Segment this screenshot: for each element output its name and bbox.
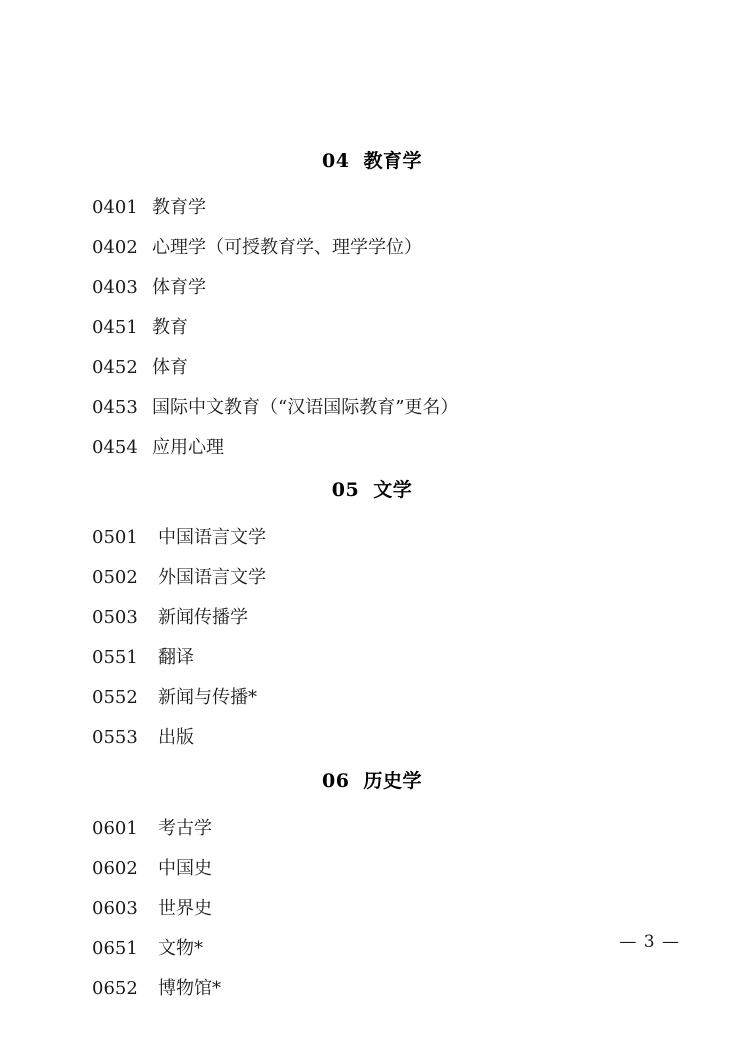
list-item: [0, 193, 744, 219]
section-title: 文学: [373, 479, 413, 501]
entry-code: 0601: [92, 818, 138, 839]
entry-name: 世界史: [158, 898, 212, 919]
discipline-section-06: [0, 766, 744, 1000]
entry-name: 出版: [158, 727, 194, 748]
entry-list: [0, 193, 744, 459]
entry-name: 国际中文教育（“汉语国际教育”更名）: [152, 397, 459, 418]
section-code: 04: [322, 150, 350, 172]
section-heading: [0, 475, 744, 502]
entry-name: 外国语言文学: [158, 567, 266, 588]
entry-name: 新闻与传播*: [158, 687, 257, 708]
entry-list: [0, 814, 744, 1000]
page-number: — 3 —: [619, 932, 680, 952]
entry-name: 翻译: [158, 647, 194, 668]
list-item: [0, 723, 744, 749]
list-item: [0, 433, 744, 459]
entry-name: 中国语言文学: [158, 527, 266, 548]
entry-name: 体育: [152, 357, 188, 378]
discipline-section-05: [0, 475, 744, 749]
entry-code: 0451: [92, 317, 138, 338]
entry-code: 0402: [92, 237, 138, 258]
list-item: [0, 563, 744, 589]
entry-code: 0553: [92, 727, 138, 748]
section-code: 06: [322, 770, 350, 792]
list-item: [0, 233, 744, 259]
entry-code: 0403: [92, 277, 138, 298]
entry-code: 0603: [92, 898, 138, 919]
entry-name: 考古学: [158, 818, 212, 839]
entry-name: 应用心理: [152, 437, 224, 458]
section-code: 05: [331, 479, 360, 501]
entry-name: 文物*: [158, 938, 203, 959]
entry-code: 0501: [92, 527, 138, 548]
list-item: [0, 854, 744, 880]
list-item: [0, 974, 744, 1000]
entry-code: 0602: [92, 858, 138, 879]
entry-code: 0401: [92, 197, 138, 218]
list-item: [0, 353, 744, 379]
entry-code: 0652: [92, 978, 138, 999]
list-item: [0, 273, 744, 299]
entry-name: 新闻传播学: [158, 607, 248, 628]
entry-name: 教育学: [152, 197, 206, 218]
entry-code: 0452: [92, 357, 138, 378]
entry-code: 0551: [92, 647, 138, 668]
list-item: [0, 523, 744, 549]
entry-name: 教育: [152, 317, 188, 338]
entry-code: 0503: [92, 607, 138, 628]
entry-code: 0651: [92, 938, 138, 959]
section-heading: [0, 146, 744, 173]
list-item: [0, 313, 744, 339]
list-item: [0, 643, 744, 669]
list-item: [0, 393, 744, 419]
entry-name: 博物馆*: [158, 978, 221, 999]
entry-code: 0502: [92, 567, 138, 588]
entry-name: 体育学: [152, 277, 206, 298]
entry-name: 心理学（可授教育学、理学学位）: [152, 237, 422, 258]
section-title: 教育学: [363, 150, 422, 172]
entry-code: 0453: [92, 397, 138, 418]
discipline-section-04: [0, 146, 744, 459]
entry-name: 中国史: [158, 858, 212, 879]
entry-code: 0552: [92, 687, 138, 708]
list-item: [0, 603, 744, 629]
entry-list: [0, 523, 744, 749]
list-item: [0, 814, 744, 840]
entry-code: 0454: [92, 437, 138, 458]
section-title: 历史学: [363, 770, 422, 792]
list-item: [0, 894, 744, 920]
list-item: [0, 683, 744, 709]
section-heading: [0, 766, 744, 793]
